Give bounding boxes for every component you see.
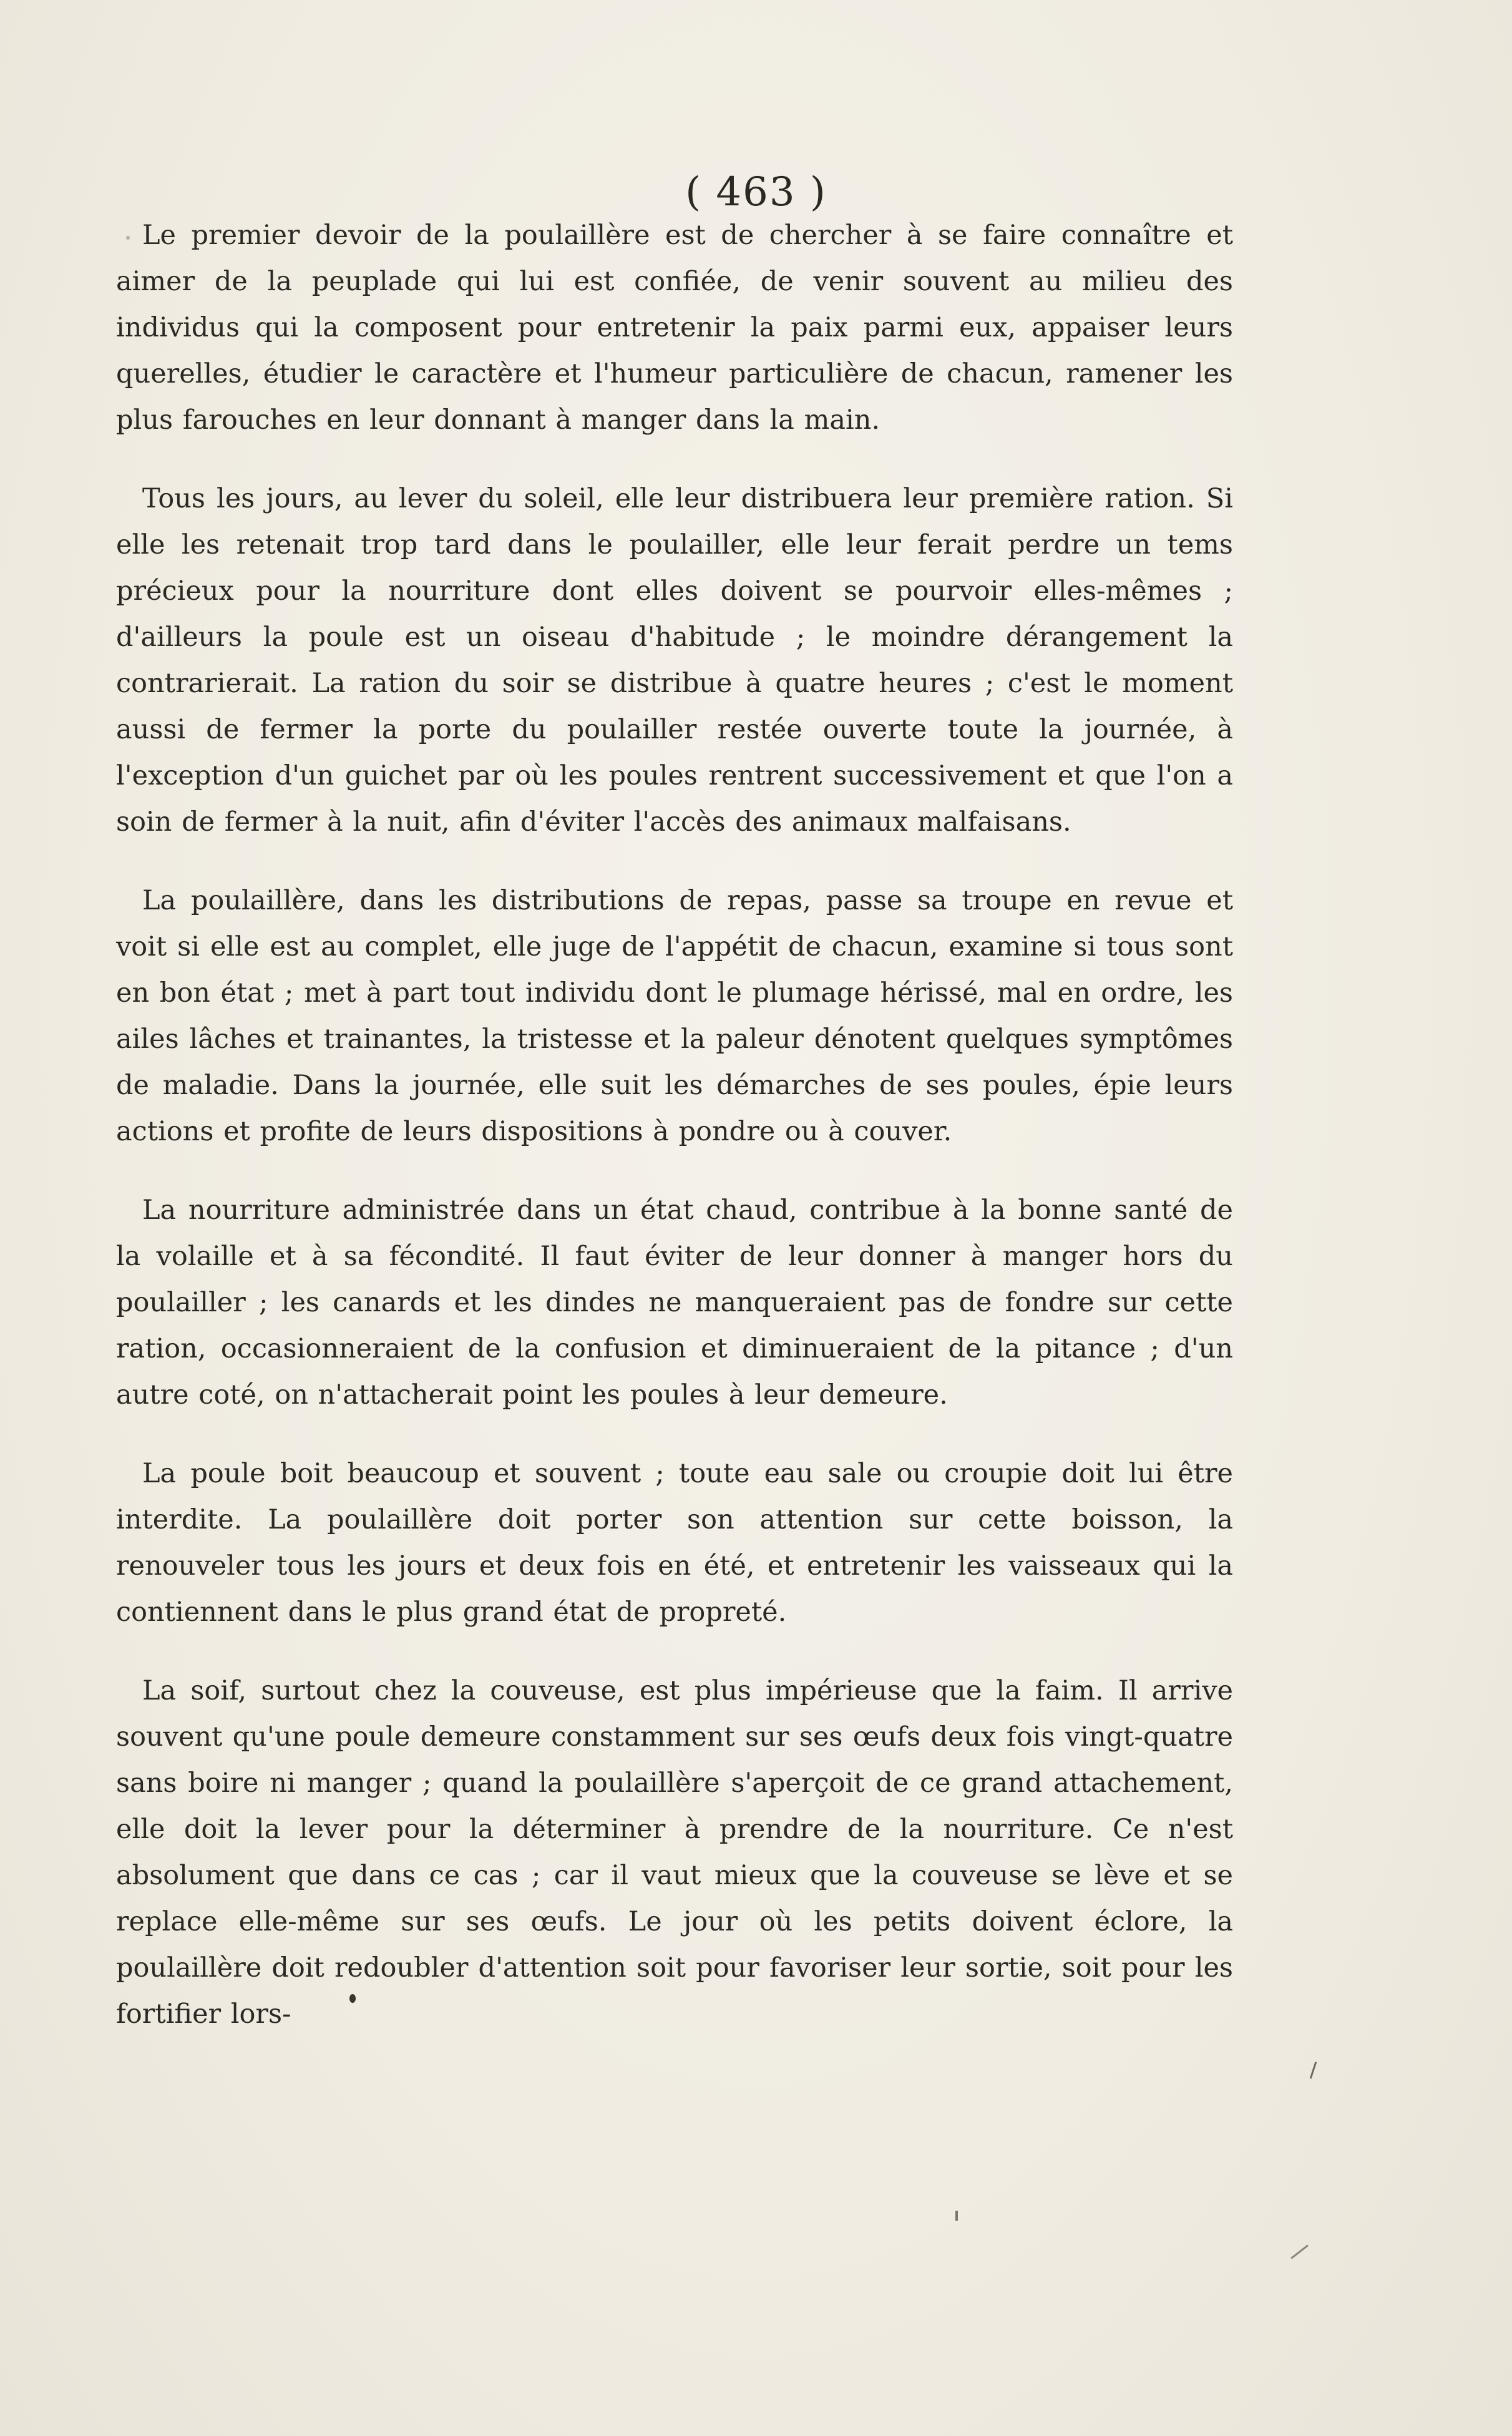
paragraph: La nourriture administrée dans un état chaud, contribue à la bonne santé de la volaille et à sa fécondité. Il faut éviter de leur donner à manger hors du poulailler ; les canards et les dindes ne manqueraient pas de fondre sur cette ration, occasionneraient de la confusion et diminueraient de la pitance ; d'un autre coté, on n'attacherait point les poules à leur demeure. bbox=[116, 1195, 1233, 1411]
paragraph: Tous les jours, au lever du soleil, elle leur distribuera leur première ration. Si elle les retenait trop tard dans le poulailler, elle leur ferait perdre un tems précieux pour la nourriture dont elles doivent se pourvoir elles-mêmes ; d'ailleurs la poule est un oiseau d'habitude ; le moindre dérangement la contrarierait. La ration du soir se distribue à quatre heures ; c'est le moment aussi de fermer la porte du poulailler restée ouverte toute la journée, à l'exception d'un guichet par où les poules rentrent successivement et que l'on a soin de fermer à la nuit, afin d'éviter l'accès des animaux malfaisans. bbox=[116, 483, 1233, 838]
paper-mark bbox=[1310, 2062, 1317, 2079]
paper-mark bbox=[1290, 2244, 1309, 2259]
ink-speck bbox=[349, 1994, 356, 2003]
paragraph: La poule boit beaucoup et souvent ; toute eau sale ou croupie doit lui être interdite. La poulaillère doit porter son attention sur cette boisson, la renouveler tous les jours et deux fois en été, et entretenir les vaisseaux qui la contiennent dans le plus grand état de propreté. bbox=[116, 1458, 1233, 1628]
page-number: ( 463 ) bbox=[685, 169, 827, 215]
body-text bbox=[116, 212, 1233, 2070]
paper-mark bbox=[126, 236, 130, 240]
paragraph: La poulaillère, dans les distributions de repas, passe sa troupe en revue et voit si elle est au complet, elle juge de l'appétit de chacun, examine si tous sont en bon état ; met à part tout individu dont le plumage hérissé, mal en ordre, les ailes lâches et trainantes, la tristesse et la paleur dénotent quelques symptômes de maladie. Dans la journée, elle suit les démarches de ses poules, épie leurs actions et profite de leurs dispositions à pondre ou à couver. bbox=[116, 885, 1233, 1147]
paragraph: La soif, surtout chez la couveuse, est plus impérieuse que la faim. Il arrive souvent qu'une poule demeure constamment sur ses œufs deux fois vingt-quatre sans boire ni manger ; quand la poulaillère s'aperçoit de ce grand attachement, elle doit la lever pour la déterminer à prendre de la nourriture. Ce n'est absolument que dans ce cas ; car il vaut mieux que la couveuse se lève et se replace elle-même sur ses œufs. Le jour où les petits doivent éclore, la poulaillère doit redoubler d'attention soit pour favoriser leur sortie, soit pour les fortifier lors- bbox=[116, 1675, 1233, 2030]
paragraph: Le premier devoir de la poulaillère est de chercher à se faire connaître et aimer de la peuplade qui lui est confiée, de venir souvent au milieu des individus qui la composent pour entretenir la paix parmi eux, appaiser leurs querelles, étudier le caractère et l'humeur particulière de chacun, ramener les plus farouches en leur donnant à manger dans la main. bbox=[116, 220, 1233, 436]
paper-mark bbox=[955, 2211, 958, 2221]
